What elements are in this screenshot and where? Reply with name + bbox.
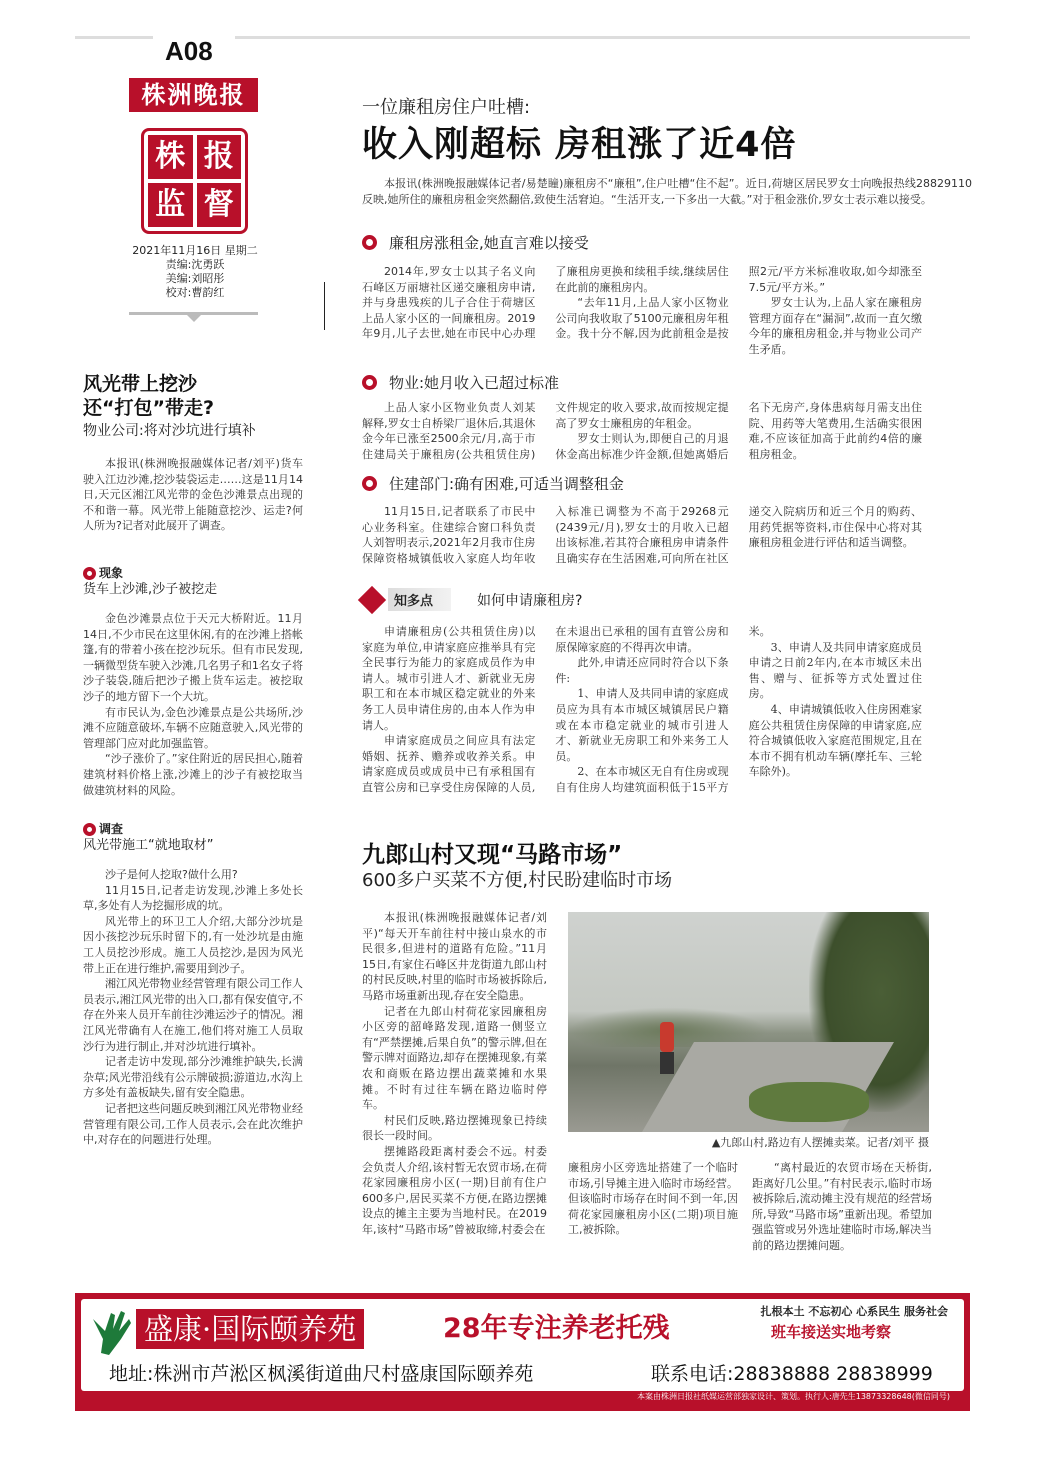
paragraph: “沙子涨价了。”家住附近的居民担心,随着建筑材料价格上涨,沙滩上的沙子有被挖取当做建筑材料的风险。 xyxy=(83,752,303,797)
section-1-body: 2014年,罗女士以其子名义向石峰区万丽塘社区递交廉租房申请,并与身患残疾的儿子合住于荷塘区上品人家小区的一间廉租房。2019年9月,儿子去世,她在市民中心办理了廉租房更换和续租手续,继续居住在此前的廉租房内。 “去年11月,上品人家小区物业公司向我收取了5100元廉租房年租金。我十分不解,因为此前租金是按照2元/平方米标准收取,如今却涨至7.5元/平方米。” 罗女士认为,上品人家在廉租房管理方面存在“漏洞”,故而一直欠缴今年的廉租房租金,并与物业公司产生矛盾。 xyxy=(362,265,922,356)
paper-logo: 株洲晚报 xyxy=(129,78,258,112)
paragraph: 11月15日,记者走访发现,沙滩上多处长草,多处有人为挖掘形成的坑。 xyxy=(83,883,303,913)
column-divider xyxy=(324,282,325,330)
section-heading: 风光带施工“就地取材” xyxy=(83,838,214,854)
masthead-info xyxy=(110,244,280,300)
section-3-body: 11月15日,记者联系了市民中心业务科室。住建综合窗口科负责人刘智明表示,2021年2月我市住房保障资格城镇低收入家庭人均年收入标准已调整为不高于29268元(2439元/月),罗女士的月收入已超出该标准,若其符合廉租房申请条件且确实存在生活困难,可向所在社区递交入院病历和近三个月的购药、用药凭据等资料,市住保中心将对其廉租房租金进行评估和适当调整。 xyxy=(362,505,922,565)
tips-body: 申请廉租房(公共租赁住房)以家庭为单位,申请家庭应推举具有完全民事行为能力的家庭成员作为申请人。城市引进人才、新就业无房职工和在本市城区稳定就业的外来务工人员申请住房的,由本人作为申请人。 申请家庭成员之间应具有法定婚姻、抚养、赡养或收养关系。申请家庭成员或成员中已有承租国有直管公房和已享受住房保障的人员,在未退出已承租的国有直管公房和原保障家庭的不得再次申请。 此外,申请还应同时符合以下条件: 1、申请人及共同申请的家庭成员应为具有本市城区城镇居民户籍或在本市稳定就业的城市引进人才、新就业无房职工和外来务工人员。 2、在本市城区无自有住房或现自有住房人均建筑面积低于15平方米。 3、申请人及共同申请家庭成员申请之日前2年内,在本市城区未出售、赠与、征拆等方式处置过住房。 4、申请城镇低收入住房困难家庭公共租赁住房保障的申请家庭,应符合城镇低收入家庭范围规定,且在本市不拥有机动车辆(摩托车、三轮车除外)。 xyxy=(362,625,922,794)
paragraph: 金色沙滩景点位于天元大桥附近。11月14日,不少市民在这里休闲,有的在沙滩上搭帐篷,有的带着小孩在挖沙玩乐。但有市民发现,一辆微型货车驶入沙滩,几名男子和1名女子将沙子装袋,随后把沙子搬上货车运走。被挖取沙子的地方留下一个大坑。 xyxy=(83,611,303,703)
main-headline: 收入刚超标 房租涨了近4倍 xyxy=(362,125,797,165)
ad-phone: 联系电话:28838888 28838999 xyxy=(651,1363,933,1385)
section-heading-1: 廉租房涨租金,她直言难以接受 xyxy=(362,232,589,253)
ad-brand: 盛康·国际颐养苑 xyxy=(136,1309,364,1349)
section-2-body: 上品人家小区物业负责人刘某解释,罗女士自桥梁厂退休后,其退休金今年已涨至2500余元/月,高于市住建局关于廉租房(公共租赁住房)文件规定的收入要求,故而按规定提高了罗女士廉租房的年租金。 罗女士则认为,即便自己的月退休金高出标准少许金额,但她离婚后名下无房产,身体患病每月需支出住院、用药等大笔费用,生活确实很困难,不应该征加高于此前约4倍的廉租房租金。 xyxy=(362,401,922,461)
main-lead: 本报讯(株洲晚报融媒体记者/易楚瞳)廉租房不“廉租”,住户吐槽“住不起”。近日,荷塘区居民罗女士向晚报热线28829110反映,她所住的廉租房租金突然翻倍,致使生活窘迫。“生活开支,一下多出一大截。”对于租金涨价,罗女士表示难以接受。 xyxy=(362,177,972,206)
circle-icon xyxy=(362,476,377,491)
paragraph: 记者走访中发现,部分沙滩维护缺失,长满杂草;风光带沿线有公示牌破损;游道边,水沟上方多处有盖板缺失,留有安全隐患。 xyxy=(83,1055,303,1100)
tips-label: 知多点 xyxy=(388,588,451,611)
second-subhead: 600多户买菜不方便,村民盼建临时市场 xyxy=(362,870,673,891)
section-heading-2: 物业:她月收入已超过标准 xyxy=(362,372,559,393)
ad-tagline: 28年专注养老托残 xyxy=(443,1313,670,1344)
circle-icon xyxy=(83,567,96,580)
tips-title: 如何申请廉租房? xyxy=(477,592,583,609)
paragraph: 记者把这些问题反映到湘江风光带物业经营管理有限公司,工作人员表示,会在此次维护中,对存在的问题进行处理。 xyxy=(83,1102,303,1147)
proofreader: 校对:曹韵红 xyxy=(165,286,225,299)
top-rule-right xyxy=(235,36,970,39)
top-rule-left xyxy=(75,36,153,39)
circle-icon xyxy=(362,375,377,390)
ad-footer: 本案由株洲日报社纸媒运营部独家设计、策划。执行人:唐先生13873328648(微信同号) xyxy=(637,1392,950,1401)
left-article xyxy=(83,372,303,1148)
left-subhead: 物业公司:将对沙坑进行填补 xyxy=(83,423,256,439)
paragraph: 沙子是何人挖取?做什么用? xyxy=(105,868,238,882)
left-headline-2: 还“打包”带走? xyxy=(83,397,214,419)
ad-address: 地址:株洲市芦淞区枫溪街道曲尺村盛康国际颐养苑 xyxy=(109,1363,534,1385)
tag-phenomenon: 现象 xyxy=(83,564,303,581)
main-kicker: 一位廉租房住户吐槽: xyxy=(362,97,531,118)
photo-caption: ▲九郎山村,路边有人摆摊卖菜。记者/刘平 摄 xyxy=(711,1136,929,1149)
tag-investigation: 调查 xyxy=(83,820,303,837)
market-photo xyxy=(568,912,929,1132)
diamond-icon xyxy=(358,585,386,613)
page-number: A08 xyxy=(165,36,213,66)
advertisement xyxy=(75,1293,970,1411)
paragraph: 湘江风光带物业经营管理有限公司工作人员表示,湘江风光带的出入口,都有保安值守,不存在外来人员开车前往沙滩运沙子的情况。湘江风光带确有人在施工,他们将对施工人员取沙行为进行制止,并对沙坑进行填补。 xyxy=(83,977,303,1053)
ad-slogan: 扎根本土 不忘初心 心系民生 服务社会 xyxy=(760,1305,948,1318)
chevron-down-icon xyxy=(186,314,202,322)
supervision-seal: 株 报 监 督 xyxy=(141,128,248,234)
left-lead: 本报讯(株洲晚报融媒体记者/刘平)货车驶入江边沙滩,挖沙装袋运走……这是11月14日,天元区湘江风光带的金色沙滩景点出现的不和谐一幕。风光带上能随意挖沙、运走?何人所为?记者对此展开了调查。 xyxy=(83,457,303,533)
paragraph: 有市民认为,金色沙滩景点是公共场所,沙滩不应随意破坏,车辆不应随意驶入,风光带的管理部门应对此加强监管。 xyxy=(83,705,303,750)
circle-icon xyxy=(362,235,377,250)
paragraph: 风光带上的环卫工人介绍,大部分沙坑是因小孩挖沙玩乐时留下的,有一处沙坑是由施工人员挖沙形成。施工人员挖沙,是因为风光带上正在进行维护,需要用到沙子。 xyxy=(83,914,303,975)
second-col-1: 本报讯(株洲晚报融媒体记者/刘平)“每天开车前往村中接山泉水的市民很多,但进村的道路有危险。”11月15日,有家住石峰区井龙街道九郎山村的村民反映,村里的临时市场被拆除后,马路市场重新出现,存在安全隐患。 记者在九郎山村荷花家园廉租房小区旁的韶峰路发现,道路一侧竖立有“严禁摆摊,后果自负”的警示牌,但在警示牌对面路边,却存在摆摊现象,有菜农和商贩在路边摆出蔬菜摊和水果摊。不时有过往车辆在路边临时停车。 村民们反映,路边摆摊现象已持续很长一段时间。 摆摊路段距离村委会不远。村委会负责人介绍,该村暂无农贸市场,在荷花家园廉租房小区(一期)目前有住户600多户,居民买菜不方便,在路边摆摊设点的摊主主要为当地村民。在2019年,该村“马路市场”曾被取缔,村委会在 xyxy=(362,911,547,1236)
left-headline-1: 风光带上挖沙 xyxy=(83,373,198,395)
section-heading-3: 住建部门:确有困难,可适当调整租金 xyxy=(362,473,624,494)
section-heading: 货车上沙滩,沙子被挖走 xyxy=(83,581,218,597)
hand-logo-icon xyxy=(91,1309,131,1357)
second-headline: 九郎山村又现“马路市场” xyxy=(362,842,623,868)
issue-date: 2021年11月16日 星期二 xyxy=(132,244,258,257)
second-col-3: “离村最近的农贸市场在天桥街,距离好几公里。”有村民表示,临时市场被拆除后,流动摊主没有规范的经营场所,导致“马路市场”重新出现。希望加强监管或另外选址建临时市场,解决当前的路边摆摊问题。 xyxy=(752,1161,932,1252)
circle-icon xyxy=(83,823,96,836)
editor: 责编:沈勇跃 xyxy=(165,258,225,271)
designer: 美编:刘昭彤 xyxy=(165,272,225,285)
ad-service: 班车接送实地考察 xyxy=(771,1323,892,1341)
second-col-2: 廉租房小区旁选址搭建了一个临时市场,引导摊主进入临时市场经营。但该临时市场存在时间不到一年,因荷花家园廉租房小区(二期)项目施工,被拆除。 xyxy=(568,1161,738,1237)
tips-header xyxy=(362,588,582,611)
